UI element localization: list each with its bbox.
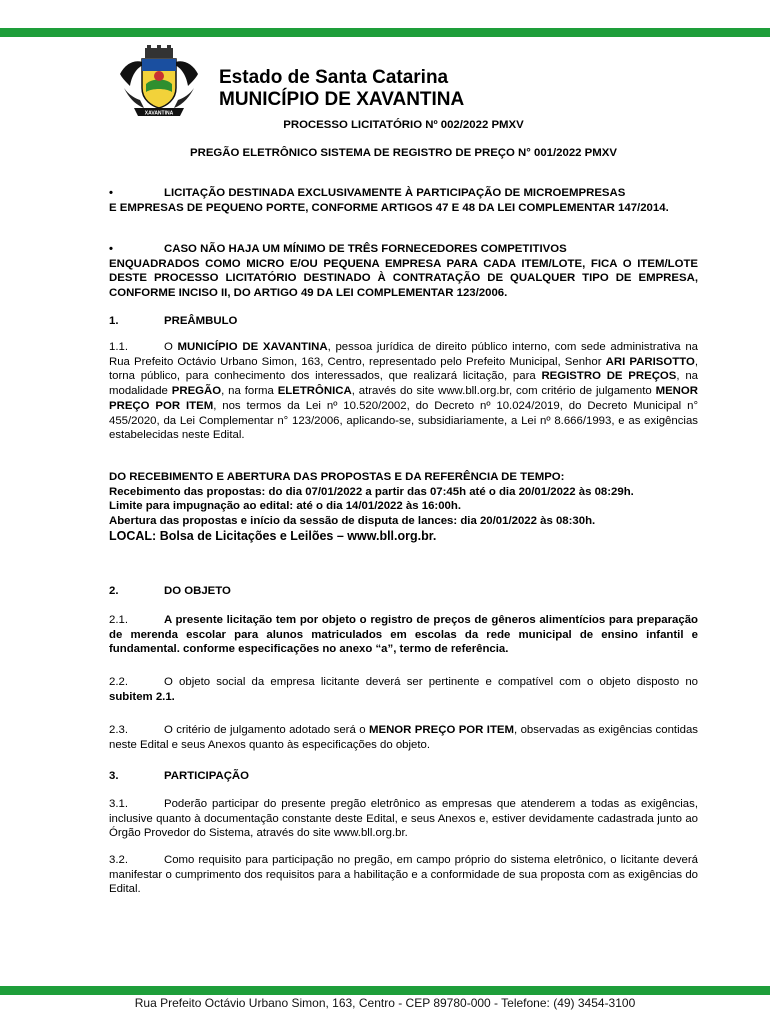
paragraph-text: O critério de julgamento adotado será o <box>164 724 369 736</box>
text: , torna público, para conhecimento dos interessados, que realizará licitação, para <box>109 355 698 383</box>
receipt-block <box>109 470 698 544</box>
paragraph-number: 2.1. <box>109 614 128 626</box>
text: , nos termos da Lei nº 10.520/2002, do Decreto nº 10.024/2019, do Decreto Municipal n° 455/2020, da Lei Complementar n° 123/2006, aplicando-se, subsidiariamente, a Lei nº 8.666/1993, e as exigências estabelecidas neste Edital. <box>109 399 698 442</box>
text: O <box>164 341 178 353</box>
receipt-local <box>109 529 698 544</box>
paragraph-1-1 <box>109 340 698 443</box>
section-3-heading <box>109 769 698 784</box>
footer-green-bar <box>0 986 770 995</box>
process-number: PROCESSO LICITATÓRIO Nº 002/2022 PMXV <box>283 119 524 131</box>
paragraph-text: O objeto social da empresa licitante deverá ser pertinente e compatível com o objeto disposto no <box>164 676 698 688</box>
header-green-bar <box>0 28 770 37</box>
crest-ribbon-label: XAVANTINA <box>144 110 174 117</box>
bullet-mark: • <box>109 243 113 255</box>
footer-address: Rua Prefeito Octávio Urbano Simon, 163, Centro - CEP 89780-000 - Telefone: (49) 3454-3100 <box>134 996 636 1010</box>
text: , pessoa jurídica de direito público interno, com sede administrativa na Rua Prefeito Octávio Urbano Simon, 163, Centro, representado pelo Prefeito Municipal, Senhor <box>109 341 698 368</box>
paragraph-number: 1.1. <box>109 341 128 353</box>
receipt-heading: DO RECEBIMENTO E ABERTURA DAS PROPOSTAS E DA REFERÊNCIA DE TEMPO: <box>109 471 565 483</box>
paragraph-number: 2.3. <box>109 724 128 736</box>
bullet-lead: CASO NÃO HAJA UM MÍNIMO DE TRÊS FORNECEDORES COMPETITIVOS <box>164 243 567 255</box>
pregao-title: PREGÃO ELETRÔNICO SISTEMA DE REGISTRO DE PREÇO N° 001/2022 PMXV <box>190 147 617 159</box>
text: , através do site www.bll.org.br, com critério de julgamento <box>351 385 656 398</box>
paragraph-2-2 <box>109 675 698 704</box>
section-number: 3. <box>109 770 119 782</box>
mayor-name: ARI PARISOTTO <box>605 355 695 368</box>
section-title: DO OBJETO <box>164 585 231 597</box>
receipt-line-3: Abertura das propostas e início da sessão de disputa de lances: dia 20/01/2022 às 08:30h. <box>109 515 596 528</box>
section-1-heading <box>109 314 698 329</box>
bold-text: REGISTRO DE PREÇOS <box>541 370 677 383</box>
bullet-lead: LICITAÇÃO DESTINADA EXCLUSIVAMENTE À PARTICIPAÇÃO DE MICROEMPRESAS <box>164 187 626 199</box>
paragraph-number: 3.1. <box>109 798 128 810</box>
municipal-crest-icon <box>116 44 202 118</box>
municipality-name: MUNICÍPIO DE XAVANTINA <box>177 341 328 353</box>
paragraph-2-3 <box>109 723 698 752</box>
bold-text: MENOR PREÇO POR ITEM <box>109 385 698 412</box>
bold-text: ELETRÔNICA <box>277 385 352 398</box>
section-title: PARTICIPAÇÃO <box>164 770 250 782</box>
section-number: 2. <box>109 585 119 597</box>
receipt-line-2: Limite para impugnação ao edital: até o dia 14/01/2022 às 16:00h. <box>109 500 461 513</box>
section-2-heading <box>109 584 698 599</box>
section-title: PREÂMBULO <box>164 315 238 327</box>
paragraph-text: , observadas as exigências contidas neste Edital e seus Anexos quanto às especificações do objeto. <box>109 724 698 751</box>
paragraph-3-1 <box>109 797 698 841</box>
subitem-ref: subitem 2.1. <box>109 690 175 703</box>
paragraph-2-1 <box>109 613 698 657</box>
section-number: 1. <box>109 315 119 327</box>
bullet-item-2 <box>109 242 698 301</box>
bullet-mark: • <box>109 187 113 199</box>
text: , na modalidade <box>109 370 698 398</box>
paragraph-number: 3.2. <box>109 854 128 866</box>
municipality-title: MUNICÍPIO DE XAVANTINA <box>219 89 465 110</box>
bullet-rest: E EMPRESAS DE PEQUENO PORTE, CONFORME ARTIGOS 47 E 48 DA LEI COMPLEMENTAR 147/2014. <box>109 201 669 214</box>
local-label: LOCAL: <box>109 528 157 543</box>
local-value: Bolsa de Licitações e Leilões – www.bll.org.br. <box>156 528 437 543</box>
paragraph-text: A presente licitação tem por objeto o registro de preços de gêneros alimentícios para preparação de merenda escolar para alunos matriculados em escolas da rede municipal de ensino infantil e fundamental. conforme especificações no anexo “a”, termo de referência. <box>109 614 698 656</box>
paragraph-3-2 <box>109 853 698 897</box>
bold-text: MENOR PREÇO POR ITEM <box>368 724 515 736</box>
text: , na forma <box>221 385 278 398</box>
bullet-rest: ENQUADRADOS COMO MICRO E/OU PEQUENA EMPRESA PARA CADA ITEM/LOTE, FICA O ITEM/LOTE DESTE PROCESSO LICITATÓRIO DESTINADO À CONTRATAÇÃO DE QUALQUER TIPO DE EMPRESA, CONFORME INCISO II, DO ARTIGO 49 DA LEI COMPLEMENTAR 123/2006. <box>109 257 698 300</box>
state-title: Estado de Santa Catarina <box>219 67 449 88</box>
bold-text: PREGÃO <box>171 385 222 398</box>
bullet-item-1 <box>109 186 698 215</box>
paragraph-text: Como requisito para participação no pregão, em campo próprio do sistema eletrônico, o licitante deverá manifestar o cumprimento dos requisitos para a habilitação e a conformidade de sua proposta com as exigências do Edital. <box>109 854 698 896</box>
paragraph-text: Poderão participar do presente pregão eletrônico as empresas que atenderem a todas as exigências, inclusive quanto à documentação constante deste Edital, e seus Anexos e, estiver devidamente cadastrada junto ao Órgão Provedor do Sistema, através do site www.bll.org.br. <box>109 798 698 840</box>
receipt-line-1: Recebimento das propostas: do dia 07/01/2022 a partir das 07:45h até o dia 20/01/2022 às 08:29h. <box>109 485 634 498</box>
paragraph-number: 2.2. <box>109 676 128 688</box>
